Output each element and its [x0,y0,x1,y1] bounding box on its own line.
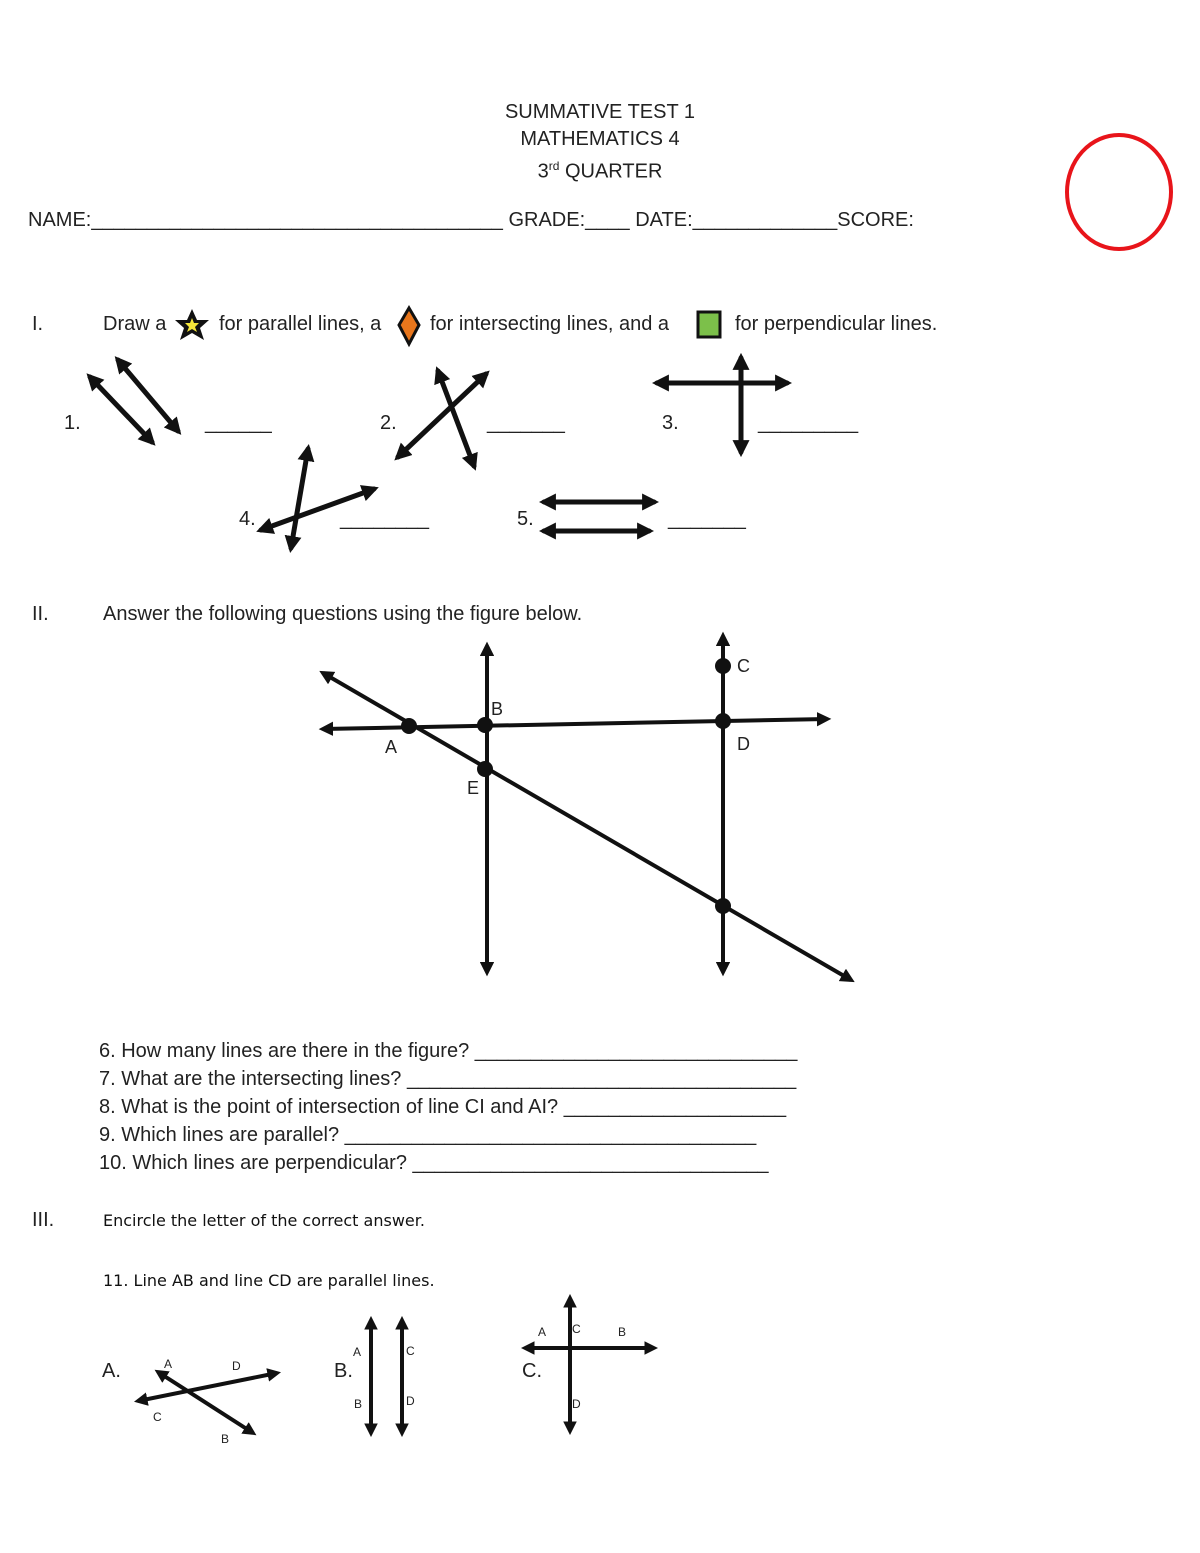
choice-a-point-a: A [164,1357,173,1371]
point-label-a: A [385,737,398,757]
question-7: 7. What are the intersecting lines? ___________________________________ [99,1068,797,1090]
choice-c-point-c: C [572,1322,581,1336]
item-4-line-a [291,449,308,548]
section-1-instr-c: for intersecting lines, and a [430,313,670,335]
grade-blank[interactable]: ____ [585,209,630,231]
choice-c-point-a: A [538,1325,547,1339]
section-3-numeral: III. [32,1209,55,1231]
question-10: 10. Which lines are perpendicular? ________________________________ [99,1152,769,1174]
item-4-blank[interactable]: ________ [340,508,429,530]
question-8: 8. What is the point of intersection of line CI and AI? ____________________ [99,1096,787,1118]
choice-a-label[interactable]: A. [102,1360,121,1382]
point-label-e: E [467,778,480,798]
figure-horizontal-line [323,719,827,729]
choice-c-point-d: D [572,1397,581,1411]
item-3-blank[interactable]: _________ [758,412,859,434]
item-4-number: 4. [239,508,256,530]
choice-c-label[interactable]: C. [522,1360,542,1382]
name-blank[interactable]: _____________________________________ [91,209,503,231]
point-c [715,658,731,674]
choice-b-label[interactable]: B. [334,1360,353,1382]
item-5-number: 5. [517,508,534,530]
point-label-c: C [737,656,750,676]
item-3-number: 3. [662,412,679,434]
choice-c-point-b: B [618,1325,627,1339]
name-label: NAME: [28,209,92,231]
item-2-number: 2. [380,412,397,434]
choice-b-point-a: A [353,1345,362,1359]
section-1-instr-d: for perpendicular lines. [735,313,938,335]
choice-b-point-d: D [406,1394,415,1408]
point-a [401,718,417,734]
point-e [477,761,493,777]
question-6: 6. How many lines are there in the figure? _____________________________ [99,1040,798,1062]
date-blank[interactable]: _____________ [692,209,838,231]
choice-b-point-b: B [354,1397,363,1411]
section-2-numeral: II. [32,603,49,625]
item-4-line-b [261,489,374,530]
test-title: SUMMATIVE TEST 1 [504,101,696,123]
subject-title: MATHEMATICS 4 [520,128,680,150]
item-2-line-b [438,371,474,466]
item-5-blank[interactable]: _______ [668,508,746,530]
score-circle [1067,135,1171,249]
grade-label: GRADE: [508,209,586,231]
choice-a-point-b: B [221,1432,230,1446]
item-1-blank[interactable]: ______ [205,412,272,434]
quarter-word: QUARTER [559,160,663,183]
choice-a-point-c: C [153,1410,162,1424]
item-1-number: 1. [64,412,81,434]
point-unlabeled [715,898,731,914]
point-b [477,717,493,733]
diamond-icon [399,308,419,344]
section-1-numeral: I. [32,313,44,335]
section-1-instr-b: for parallel lines, a [219,313,382,335]
item-2-blank[interactable]: _______ [487,412,565,434]
section-2-instruction: Answer the following questions using the figure below. [103,603,583,625]
square-icon [698,312,720,337]
choice-a-point-d: D [232,1359,241,1373]
item-1-line-b [118,360,178,431]
section-1-instr-a: Draw a [103,313,167,335]
choice-b-point-c: C [406,1344,415,1358]
quarter-number: 3 [537,160,549,183]
question-11: 11. Line AB and line CD are parallel lines. [103,1271,435,1290]
quarter-superscript: rd [548,159,560,173]
score-label: SCORE: [837,209,914,231]
question-9: 9. Which lines are parallel? _____________________________________ [99,1124,757,1146]
point-d [715,713,731,729]
point-label-d: D [737,734,750,754]
date-label: DATE: [635,209,693,231]
point-label-b: B [491,699,504,719]
choice-a-line-cd [138,1373,277,1401]
section-3-instruction: Encircle the letter of the correct answer. [103,1211,425,1230]
